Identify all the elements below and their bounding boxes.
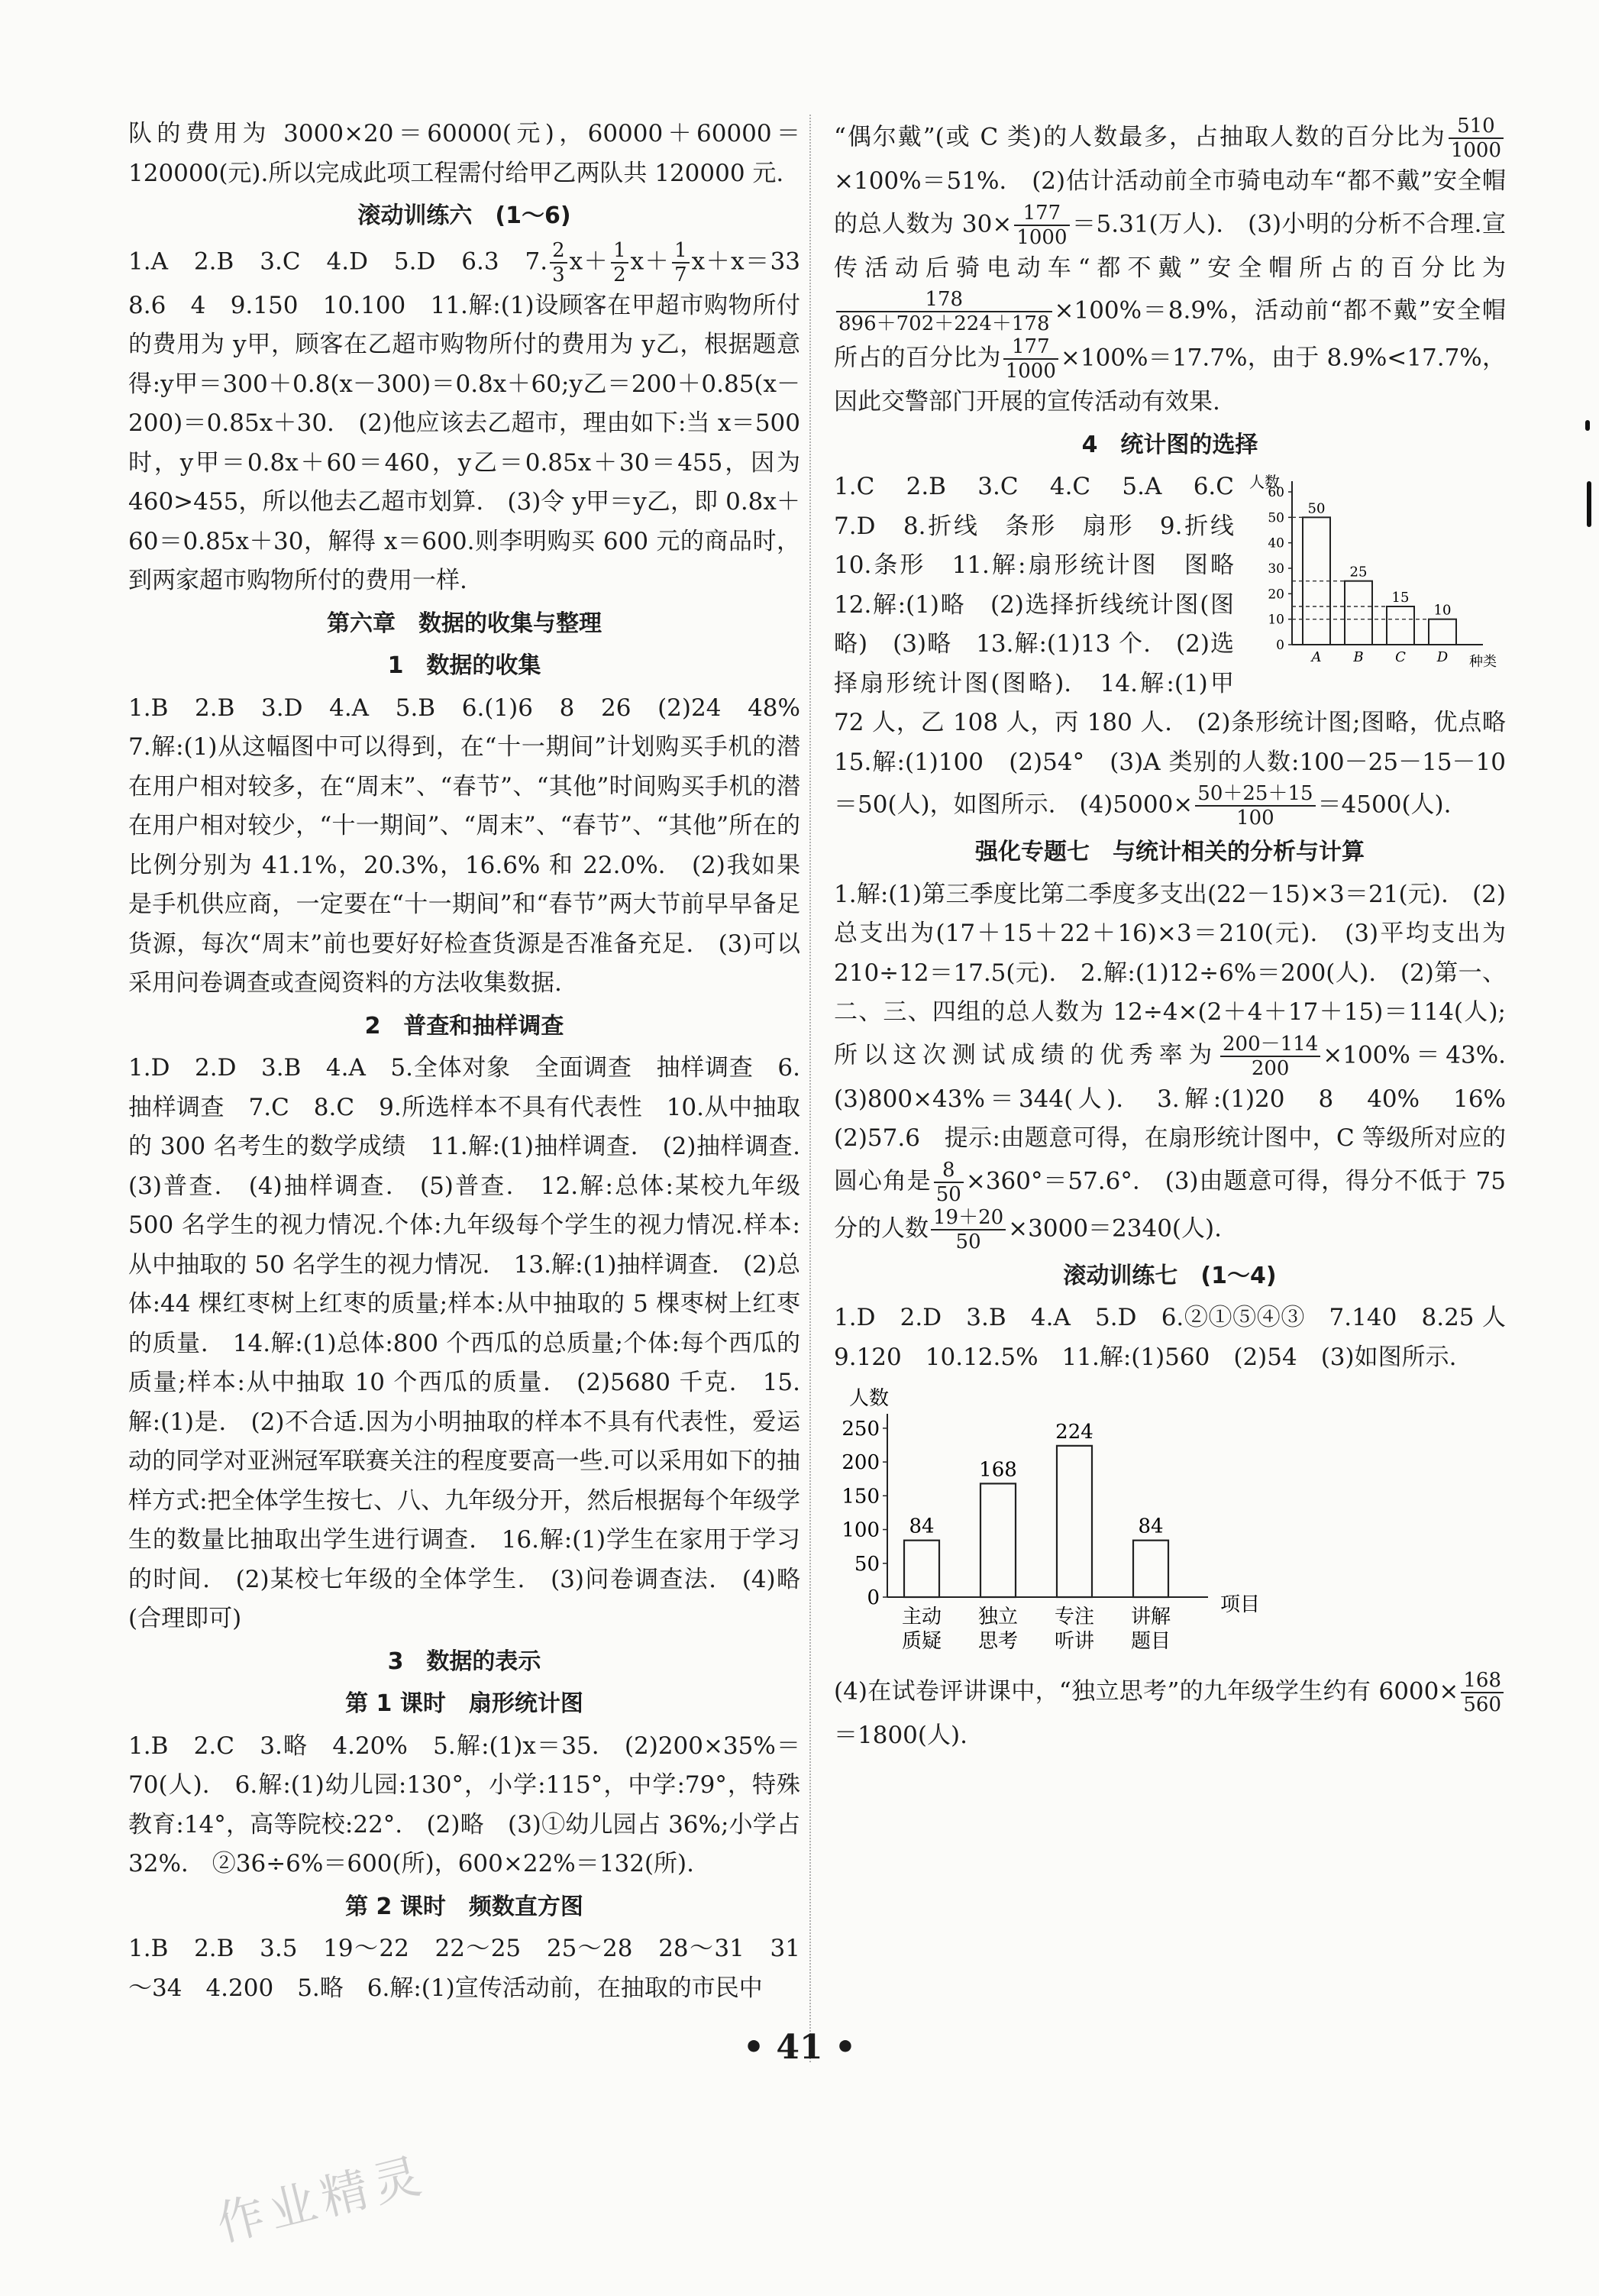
scan-mark [1587,481,1591,527]
section-heading: 滚动训练七 (1～4) [1063,1262,1277,1289]
subsection-heading: 第 1 课时 扇形统计图 [345,1690,583,1717]
fraction: $\frac{200-114}{200}$ [1220,1033,1320,1080]
chapter-heading: 第六章 数据的收集与整理 [327,610,602,637]
fraction: $\frac{168}{560}$ [1461,1669,1504,1716]
category-label: C [1395,649,1406,665]
category-label: 听讲 [1054,1630,1095,1653]
y-tick-label: 0 [1276,638,1284,653]
category-label: 质疑 [901,1630,942,1653]
paragraph: 1.B 2.B 3.5 19～22 22～25 25～28 28～31 31～34 4.200 5.略 6.解:(1)宣传活动前，在抽取的市民中 [128,1935,800,2002]
bar [1133,1541,1168,1597]
data-label: 25 [1349,564,1368,580]
fraction: $\frac{1}{7}$ [672,239,690,286]
data-label: 168 [979,1458,1017,1482]
bar [980,1483,1016,1597]
category-label: 主动 [901,1606,942,1628]
y-tick-label: 10 [1268,612,1284,628]
data-label: 15 [1391,590,1410,606]
bar-chart-activities [834,1382,1460,1664]
category-label: 独立 [977,1606,1019,1628]
x-axis-label: 项目 [1220,1593,1261,1616]
paragraph: 1.B 2.B 3.D 4.A 5.B 6.(1)6 8 26 (2)24 48% 7.解:(1)从这幅图中可以得到，在“十一期间”计划购买手机的潜在用户相对较多，在“周末”、“春节”、“其他”时间购买手机的潜在用户相对较少，“十一期间”、“周末”、“春节”、“其他”所在的比例分别为 41.1%，20.3%，16.6% 和 22.0%. (2)我如果是手机供应商，一定要在“十一期间”和“春节”两大节前早早备足货源，每次“周末”前也要好好检查货源是否准备充足. (3)可以采用问卷调查或查阅资料的方法收集数据. [128,694,824,997]
paragraph: 队的费用为 3000×20＝60000(元)，60000＋60000＝120000(元).所以完成此项工程需付给甲乙两队共 120000 元. [128,120,800,187]
paragraph: 1.D 2.D 3.B 4.A 5.全体对象 全面调查 抽样调查 6.抽样调查 7.C 8.C 9.所选样本不具有代表性 10.从中抽取的 300 名考生的数学成绩 11.解:(1)抽样调查. (2)抽样调查. (3)普查. (4)抽样调查. (5)普查. 12.解:总体:某校九年级 500 名学生的视力情况.个体:九年级每个学生的视力情况.样本:从中抽取的 50 名学生的视力情况. 13.解:(1)抽样调查. (2)总体:44 棵红枣树上红枣的质量;样本:从中抽取的 5 棵枣树上红枣的质量. 14.解:(1)总体:800 个西瓜的总质量;个体:每个西瓜的质量;样本:从中抽取 10 个西瓜的质量. (2)5680 千克. 15.解:(1)是. (2)不合适.因为小明抽取的样本不具有代表性，爱运动的同学对亚洲冠军联赛关注的程度要高一些.可以采用如下的抽样方式:把全体学生按七、八、九年级分开，然后根据每个年级学生的数量比抽取出学生进行调查. 16.解:(1)学生在家用于学习的时间. (2)某校七年级的全体学生. (3)问卷调查法. (4)略(合理即可) [128,1054,824,1632]
right-column [834,115,1530,1756]
category-label: B [1353,649,1364,665]
category-label: 思考 [977,1630,1019,1653]
x-axis-label: 种类 [1469,654,1497,670]
y-tick-label: 150 [841,1485,880,1509]
bar [1345,581,1372,645]
section-heading: 强化专题七 与统计相关的分析与计算 [975,839,1365,865]
data-label: 84 [1138,1515,1164,1538]
paragraph: 人数 种类 0 10 20 30 40 50 60 50 A 25 B 15 C 10 D 1.C 2.B 3.C 4.C 5.A 6.C 7.D 8.折线 条形 扇形 9.折线 10.条形 11.解:扇形统计图 图略 12.解:(1)略 (2)选择折线统计图(图略) (3)略 13.解:(1)13 个. (2)选择扇形统计图(图略). 14.解:(1)甲 72 人，乙 108 人，丙 180 人. (2)条形统计图;图略，优点略 15.解:(1)100 (2)54° (3)A 类别的人数:100－25－15－10＝50(人)，如图所示. (4)5000× $\frac{50+25+15}{100}$ ＝4500(人). [834,467,1506,829]
data-label: 224 [1055,1420,1093,1444]
page-number: • 41 • [742,2028,857,2067]
bar [1387,606,1414,645]
y-tick-label: 20 [1268,587,1284,603]
y-tick-label: 50 [1268,510,1284,526]
fraction: $\frac{1}{2}$ [611,239,628,286]
y-tick-label: 0 [867,1586,880,1609]
left-column [128,115,825,2008]
bar [904,1541,939,1597]
fraction: $\frac{178}{896+702+224+178}$ [836,288,1052,335]
y-tick-label: 50 [854,1552,880,1576]
paragraph: 1.A 2.B 3.C 4.D 5.D 6.3 7. $\frac{2}{3}$ x＋ $\frac{1}{2}$ x＋ $\frac{1}{7}$ x＋x＝33 8.6 4 9.150 10.100 11.解:(1)设顾客在甲超市购物所付的费用为 y甲，顾客在乙超市购物所付的费用为 y乙，根据题意得:y甲＝300＋0.8(x－300)＝0.8x＋60;y乙＝200＋0.85(x－200)＝0.85x＋30. (2)他应该去乙超市，理由如下:当 x＝500 时，y甲＝0.8x＋60＝460，y乙＝0.85x＋30＝455，因为 460>455，所以他去乙超市划算. (3)令 y甲＝y乙，即 0.8x＋60＝0.85x＋30，解得 x＝600.则李明购买 600 元的商品时，到两家超市购物所付的费用一样. [128,238,825,594]
watermark: 作业精灵 [211,2146,432,2252]
fraction: $\frac{177}{1000}$ [1014,202,1069,249]
category-label: 题目 [1130,1630,1171,1653]
category-label: 专注 [1054,1606,1095,1628]
category-label: D [1436,649,1449,665]
data-label: 84 [909,1515,935,1538]
paragraph: 1.解:(1)第三季度比第二季度多支出(22－15)×3＝21(元). (2)总支出为(17＋15＋22＋16)×3＝210(元). (3)平均支出为 210÷12＝17.5(元). 2.解:(1)12÷6%＝200(人). (2)第一、二、三、四组的总人数为 12÷4×(2＋4＋17＋15)＝114(人);所以这次测试成绩的优秀率为 $\frac{200-114}{200}$ ×100%＝43%. (3)800×43%＝344(人). 3.解:(1)20 8 40% 16% (2)57.6 提示:由题意可得，在扇形统计图中，C 等级所对应的圆心角是 $\frac{8}{50}$ ×360°＝57.6°. (3)由题意可得，得分不低于 75 分的人数 $\frac{19+20}{50}$ ×3000＝2340(人). [834,880,1530,1253]
section-heading: 4 统计图的选择 [1081,431,1258,458]
y-tick-label: 200 [841,1451,880,1475]
y-tick-label: 250 [841,1417,880,1441]
category-label: A [1311,649,1322,665]
y-tick-label: 30 [1268,561,1284,577]
scan-mark [1585,420,1590,431]
paragraph: (4)在试卷评讲课中，“独立思考”的九年级学生约有 6000× $\frac{168}{560}$ ＝1800(人). [834,1669,1506,1756]
fraction: $\frac{510}{1000}$ [1449,115,1504,162]
fraction: $\frac{2}{3}$ [550,239,567,286]
fraction: $\frac{50+25+15}{100}$ [1195,782,1315,829]
y-axis-label: 人数 [1249,473,1280,491]
column-divider [809,115,811,2062]
section-heading: 2 普查和抽样调查 [364,1012,564,1040]
y-tick-label: 60 [1268,485,1284,500]
data-label: 50 [1307,500,1326,517]
y-axis-label: 人数 [849,1387,890,1410]
data-label: 10 [1433,602,1452,619]
category-label: 讲解 [1130,1606,1171,1628]
y-tick-label: 40 [1268,535,1284,551]
paragraph: 1.D 2.D 3.B 4.A 5.D 6.②①⑤④③ 7.140 8.25 人 9.120 10.12.5% 11.解:(1)560 (2)54 (3)如图所示. [834,1304,1530,1371]
bar-chart-categories [1246,471,1506,677]
bar [1057,1446,1092,1597]
paragraph: 1.B 2.C 3.略 4.20% 5.解:(1)x＝35. (2)200×35%＝70(人). 6.解:(1)幼儿园:130°，小学:115°，中学:79°，特殊教育:14°，高等院校:22°. (2)略 (3)①幼儿园占 36%;小学占 32%. ②36÷6%＝600(所)，600×22%＝132(所). [128,1732,800,1877]
subsection-heading: 第 2 课时 频数直方图 [345,1893,583,1920]
bar [1429,619,1456,645]
y-tick-label: 100 [841,1518,880,1542]
fraction: $\frac{19+20}{50}$ [931,1206,1006,1253]
section-heading: 滚动训练六 (1～6) [357,202,571,229]
section-heading: 1 数据的收集 [387,652,541,679]
section-heading: 3 数据的表示 [387,1648,541,1675]
fraction: $\frac{8}{50}$ [934,1159,964,1206]
fraction: $\frac{177}{1000}$ [1003,335,1058,383]
paragraph: “偶尔戴”(或 C 类)的人数最多，占抽取人数的百分比为 $\frac{510}{1000}$ ×100%＝51%. (2)估计活动前全市骑电动车“都不戴”安全帽的总人数为 30× $\frac{177}{1000}$ ＝5.31(万人). (3)小明的分析不合理.宣传活动后骑电动车“都不戴”安全帽所占的百分比为 $\frac{178}{896+702+224+178}$ ×100%＝8.9%，活动前“都不戴”安全帽所占的百分比为 $\frac{177}{1000}$ ×100%＝17.7%，由于 8.9%<17.7%，因此交警部门开展的宣传活动有效果. [834,115,1506,416]
